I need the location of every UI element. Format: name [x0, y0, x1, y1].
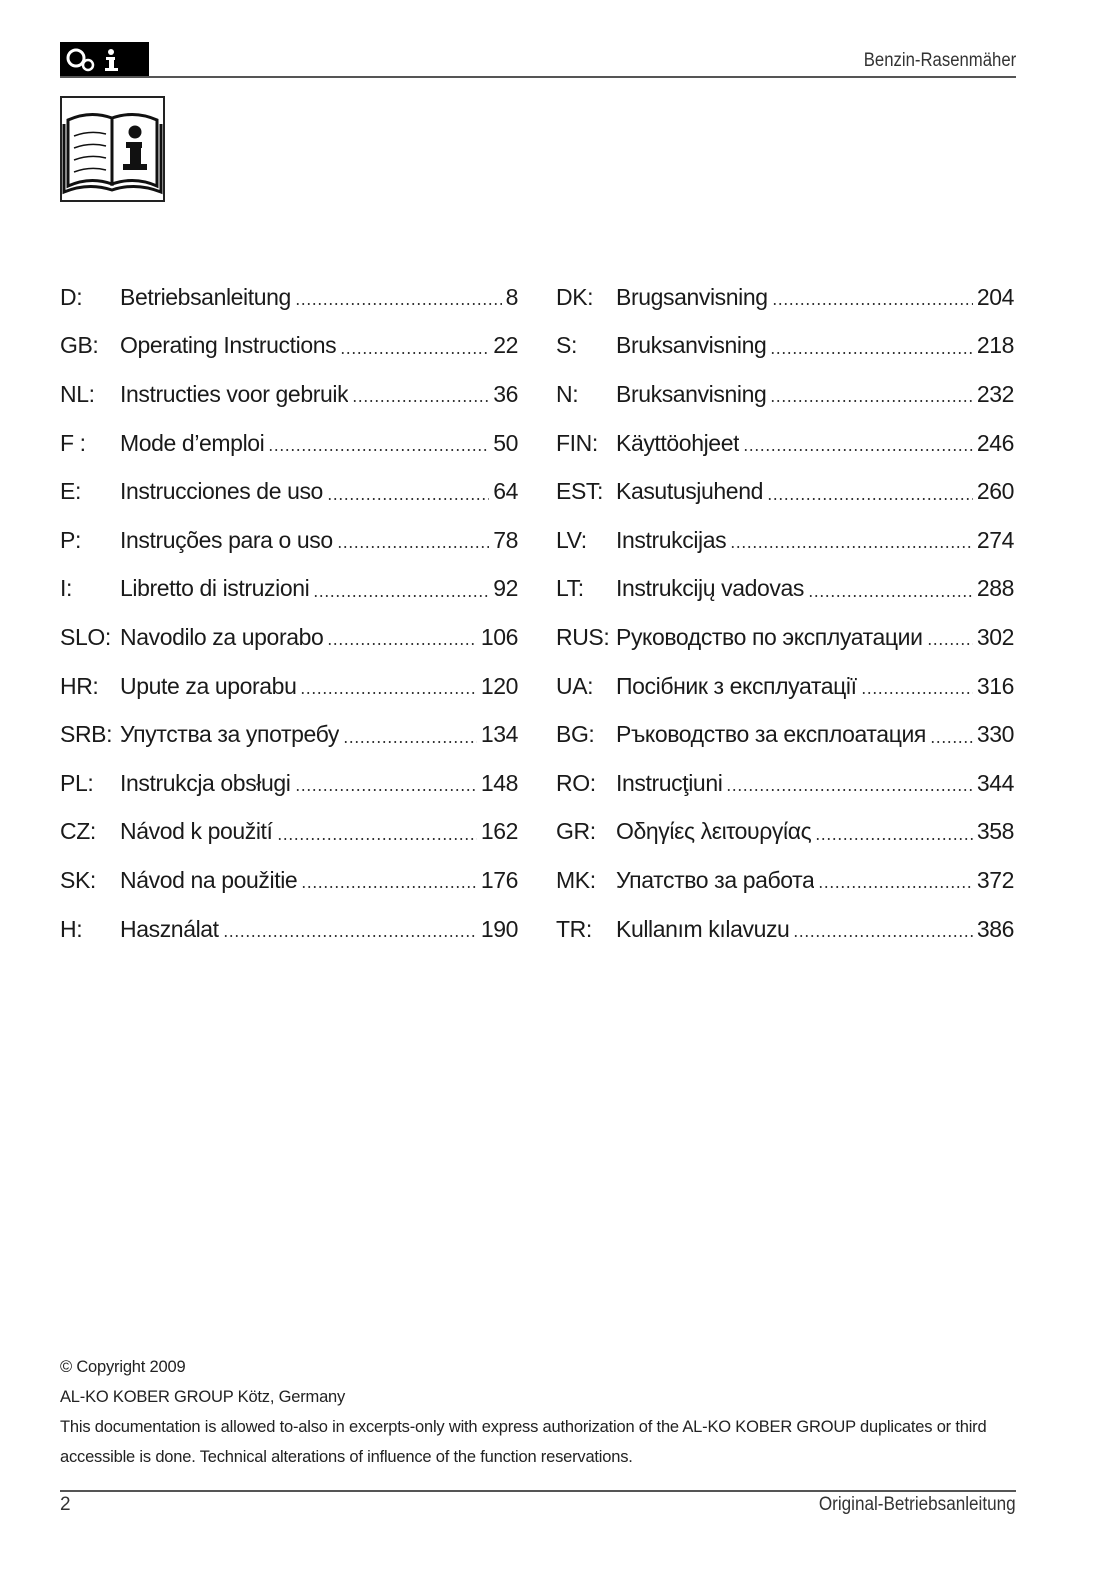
toc-language-code: S:	[556, 332, 577, 359]
toc-leader-dots	[277, 838, 477, 840]
toc-language-code: H:	[60, 915, 83, 942]
toc-leader-dots	[313, 595, 489, 597]
toc-entry[interactable]	[556, 759, 1014, 808]
toc-leader-dots	[327, 498, 489, 500]
toc-left-column	[60, 273, 518, 953]
toc-leader-dots	[268, 449, 489, 451]
toc-entry[interactable]	[556, 273, 1014, 322]
toc-page-number: 302	[976, 623, 1014, 650]
toc-title: Upute za uporabu	[120, 672, 297, 699]
toc-leader-dots	[343, 741, 477, 743]
toc-page-number: 50	[493, 429, 518, 456]
toc-page-number: 22	[493, 332, 518, 359]
toc-title: Упатство за работа	[616, 866, 815, 893]
toc-title: Betriebsanleitung	[120, 283, 291, 310]
toc-language-code: GR:	[556, 818, 596, 845]
read-manual-icon	[60, 96, 165, 202]
toc-language-code: LV:	[556, 526, 587, 553]
toc-entry[interactable]	[60, 273, 518, 322]
toc-leader-dots	[730, 546, 973, 548]
toc-page-number: 204	[976, 283, 1014, 310]
toc-page-number: 148	[480, 769, 518, 796]
toc-page-number: 78	[493, 526, 518, 553]
toc-title: Упутства за употребу	[120, 721, 339, 748]
toc-leader-dots	[772, 303, 973, 305]
toc-entry[interactable]	[60, 759, 518, 808]
toc-title: Посібник з експлуатації	[616, 672, 857, 699]
toc-title: Instrucciones de uso	[120, 478, 323, 505]
toc-leader-dots	[223, 935, 477, 937]
toc-language-code: D:	[60, 283, 83, 310]
toc-title: Navodilo za uporabo	[120, 623, 324, 650]
toc-leader-dots	[930, 741, 973, 743]
toc-leader-dots	[770, 352, 972, 354]
toc-leader-dots	[743, 449, 973, 451]
toc-right-column	[556, 273, 1014, 953]
toc-leader-dots	[340, 352, 489, 354]
toc-page-number: 316	[976, 672, 1014, 699]
toc-language-code: RO:	[556, 769, 596, 796]
toc-leader-dots	[815, 838, 973, 840]
toc-leader-dots	[927, 643, 973, 645]
toc-page-number: 134	[480, 721, 518, 748]
toc-title: Instrukcijas	[616, 526, 727, 553]
toc-entry[interactable]	[60, 467, 518, 516]
toc-language-code: SRB:	[60, 721, 113, 748]
toc-language-code: NL:	[60, 380, 95, 407]
toc-page-number: 288	[976, 575, 1014, 602]
toc-title: Instrukcijų vadovas	[616, 575, 804, 602]
toc-title: Bruksanvisning	[616, 380, 767, 407]
toc-leader-dots	[300, 692, 476, 694]
company-line: AL-KO KOBER GROUP Kötz, Germany	[60, 1388, 346, 1406]
toc-leader-dots	[767, 498, 973, 500]
toc-page-number: 8	[505, 283, 518, 310]
toc-language-code: DK:	[556, 283, 594, 310]
toc-language-code: F :	[60, 429, 86, 456]
toc-language-code: I:	[60, 575, 72, 602]
toc-entry[interactable]	[556, 613, 1014, 662]
toc-entry[interactable]	[556, 856, 1014, 905]
toc-entry[interactable]	[60, 710, 518, 759]
toc-page-number: 372	[976, 866, 1014, 893]
toc-title: Bruksanvisning	[616, 332, 767, 359]
toc-page-number: 246	[976, 429, 1014, 456]
toc-entry[interactable]	[60, 419, 518, 468]
page-number: 2	[60, 1494, 71, 1515]
toc-language-code: SLO:	[60, 623, 111, 650]
toc-title: Ръководство за експлоатация	[616, 721, 926, 748]
toc-language-code: LT:	[556, 575, 584, 602]
toc-page-number: 176	[480, 866, 518, 893]
toc-entry[interactable]	[60, 516, 518, 565]
toc-entry[interactable]	[556, 322, 1014, 371]
toc-page-number: 190	[480, 915, 518, 942]
toc-language-code: N:	[556, 380, 579, 407]
toc-entry[interactable]	[60, 613, 518, 662]
toc-page-number: 232	[976, 380, 1014, 407]
toc-language-code: RUS:	[556, 623, 610, 650]
toc-title: Instrucţiuni	[616, 769, 723, 796]
toc-page-number: 386	[976, 915, 1014, 942]
toc-entry[interactable]	[556, 808, 1014, 857]
toc-page-number: 218	[976, 332, 1014, 359]
toc-title: Mode d’emploi	[120, 429, 265, 456]
toc-page-number: 358	[976, 818, 1014, 845]
toc-language-code: SK:	[60, 866, 96, 893]
toc-page-number: 64	[493, 478, 518, 505]
toc-leader-dots	[301, 886, 476, 888]
toc-leader-dots	[327, 643, 476, 645]
toc-page-number: 274	[976, 526, 1014, 553]
toc-title: Návod k použití	[120, 818, 273, 845]
toc-language-code: UA:	[556, 672, 594, 699]
toc-entry[interactable]	[60, 565, 518, 614]
header-logo	[60, 42, 149, 78]
toc-page-number: 162	[480, 818, 518, 845]
toc-language-code: TR:	[556, 915, 592, 942]
toc-entry[interactable]	[556, 565, 1014, 614]
toc-title: Kasutusjuhend	[616, 478, 763, 505]
toc-language-code: E:	[60, 478, 81, 505]
toc-entry[interactable]	[60, 662, 518, 711]
toc-title: Operating Instructions	[120, 332, 337, 359]
toc-leader-dots	[793, 935, 972, 937]
toc-entry[interactable]	[60, 370, 518, 419]
toc-language-code: EST:	[556, 478, 603, 505]
copyright-line: © Copyright 2009	[60, 1358, 186, 1376]
toc-leader-dots	[337, 546, 489, 548]
toc-page-number: 260	[976, 478, 1014, 505]
toc-entry[interactable]	[556, 467, 1014, 516]
toc-leader-dots	[861, 692, 973, 694]
toc-language-code: CZ:	[60, 818, 96, 845]
toc-page-number: 36	[493, 380, 518, 407]
toc-title: Instructies voor gebruik	[120, 380, 349, 407]
copyright-notice: This documentation is allowed to-also in excerpts-only with express authorization of the AL-KO KOBER GROUP duplicates or third accessible is done. Technical alterations of influence of the function reservations.	[60, 1418, 987, 1466]
toc-title: Brugsanvisning	[616, 283, 768, 310]
toc-entry[interactable]	[556, 516, 1014, 565]
toc-entry[interactable]	[556, 370, 1014, 419]
toc-title: Instrukcja obsługi	[120, 769, 291, 796]
toc-page-number: 330	[976, 721, 1014, 748]
toc-leader-dots	[726, 789, 972, 791]
header-divider	[60, 76, 1016, 78]
toc-page-number: 344	[976, 769, 1014, 796]
toc-entry[interactable]	[60, 905, 518, 954]
toc-entry[interactable]	[60, 322, 518, 371]
toc-language-code: P:	[60, 526, 81, 553]
toc-leader-dots	[295, 789, 477, 791]
toc-language-code: HR:	[60, 672, 99, 699]
toc-language-code: FIN:	[556, 429, 598, 456]
copyright-block	[60, 1352, 1020, 1472]
footer-divider	[60, 1490, 1016, 1492]
toc-language-code: GB:	[60, 332, 99, 359]
toc-entry[interactable]	[556, 419, 1014, 468]
toc-language-code: MK:	[556, 866, 596, 893]
document-title: Benzin-Rasenmäher	[863, 50, 1016, 71]
toc-leader-dots	[818, 886, 972, 888]
toc-leader-dots	[770, 400, 972, 402]
toc-title: Руководство по эксплуатации	[616, 623, 923, 650]
toc-entry[interactable]	[556, 710, 1014, 759]
footer-title: Original-Betriebsanleitung	[819, 1494, 1016, 1515]
toc-title: Libretto di istruzioni	[120, 575, 310, 602]
toc-leader-dots	[808, 595, 973, 597]
toc-title: Kullanım kılavuzu	[616, 915, 790, 942]
toc-entry[interactable]	[60, 856, 518, 905]
toc-page-number: 106	[480, 623, 518, 650]
toc-entry[interactable]	[60, 808, 518, 857]
toc-page-number: 120	[480, 672, 518, 699]
toc-title: Οδηγίες λειτουργίας	[616, 818, 812, 845]
toc-language-code: BG:	[556, 721, 595, 748]
toc-title: Instruções para o uso	[120, 526, 333, 553]
toc-language-code: PL:	[60, 769, 94, 796]
toc-entry[interactable]	[556, 662, 1014, 711]
key-icon	[66, 46, 102, 74]
toc-leader-dots	[295, 303, 502, 305]
toc-entry[interactable]	[556, 905, 1014, 954]
toc-page-number: 92	[493, 575, 518, 602]
toc-leader-dots	[352, 400, 489, 402]
info-icon	[102, 46, 124, 74]
toc-title: Käyttöohjeet	[616, 429, 740, 456]
toc-title: Návod na použitie	[120, 866, 298, 893]
toc-title: Használat	[120, 915, 219, 942]
